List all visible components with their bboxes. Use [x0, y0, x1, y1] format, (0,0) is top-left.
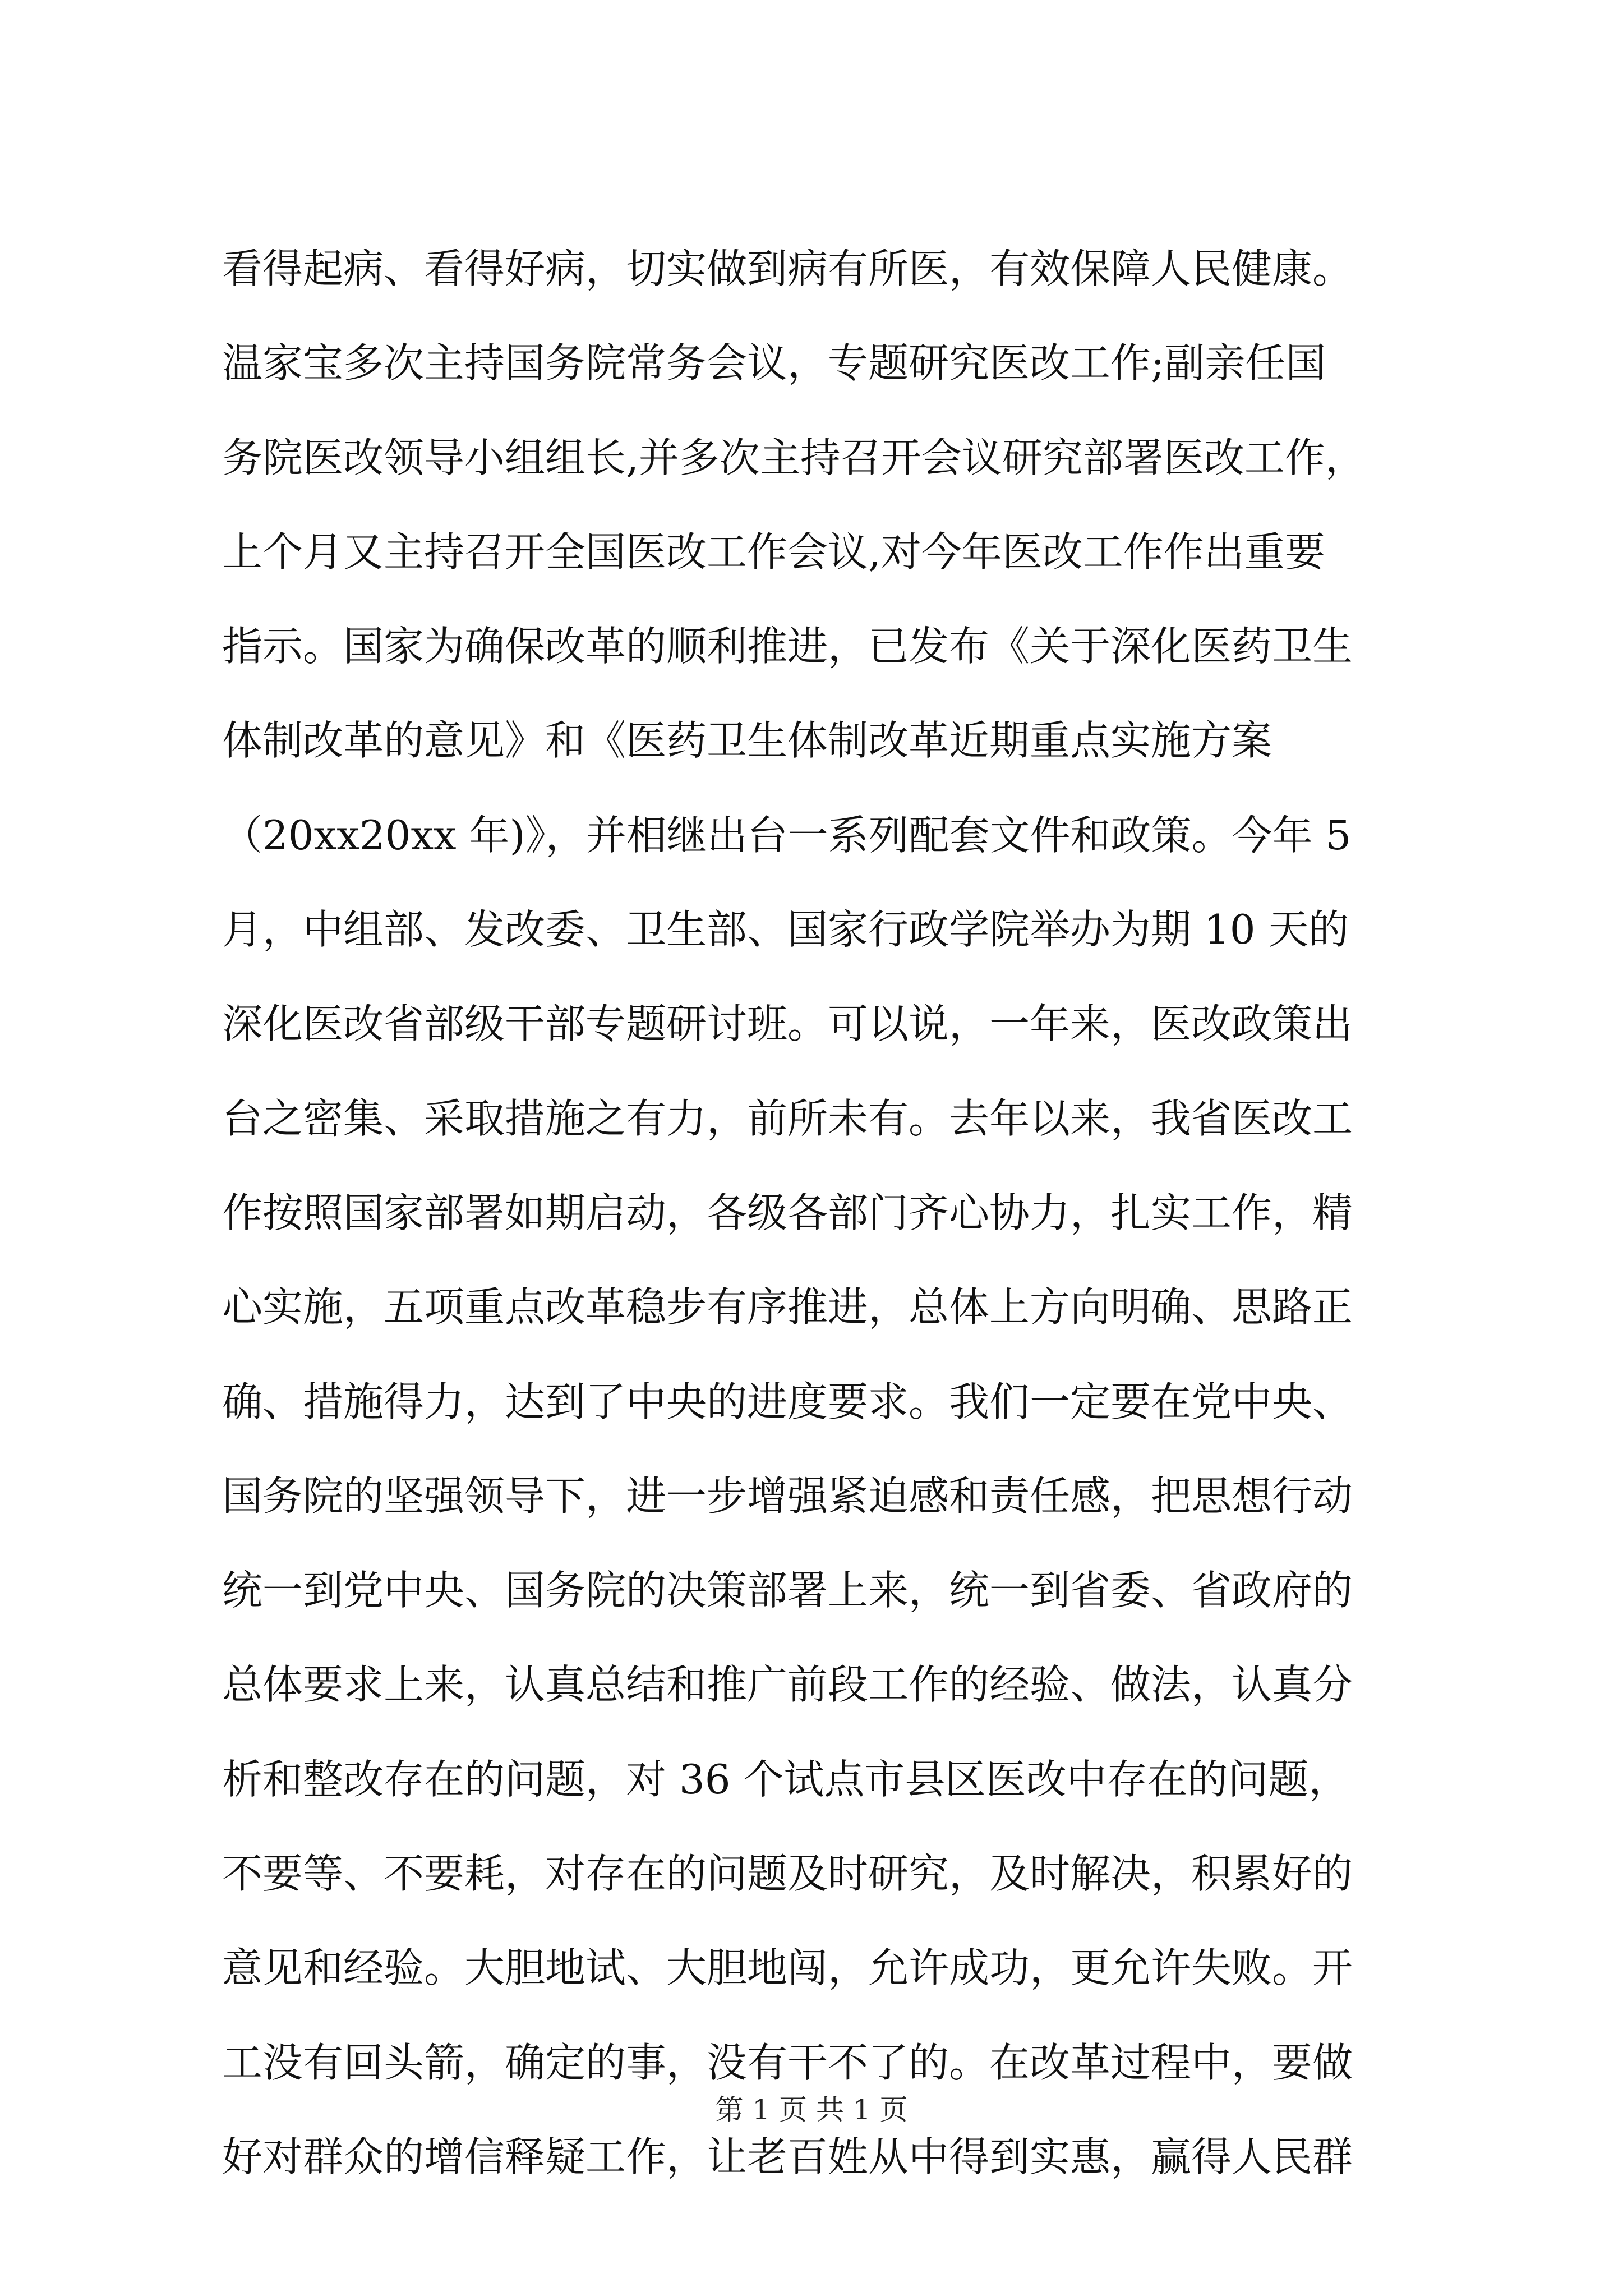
- text-line: 好对群众的增信释疑工作，让老百姓从中得到实惠，赢得人民群: [222, 2133, 1353, 2180]
- body-text: [222, 222, 1473, 2204]
- text-line: 台之密集、采取措施之有力，前所未有。去年以来，我省医改工: [222, 1094, 1353, 1142]
- text-line: 看得起病、看得好病，切实做到病有所医，有效保障人民健康。: [222, 245, 1353, 292]
- text-line: 确、措施得力，达到了中央的进度要求。我们一定要在党中央、: [222, 1378, 1353, 1425]
- text-line: 体制改革的意见》和《医药卫生体制改革近期重点实施方案: [222, 717, 1272, 765]
- text-line: 作按照国家部署如期启动，各级各部门齐心协力，扎实工作，精: [222, 1189, 1353, 1236]
- text-line: 工没有回头箭，确定的事，没有干不了的。在改革过程中，要做: [222, 2039, 1353, 2086]
- page-footer: [0, 2090, 1623, 2129]
- text-line: 总体要求上来，认真总结和推广前段工作的经验、做法，认真分: [222, 1661, 1353, 1709]
- text-line: 温家宝多次主持国务院常务会议，专题研究医改工作;副亲任国: [222, 339, 1326, 387]
- text-line: 上个月又主持召开全国医改工作会议,对今年医改工作作出重要: [222, 528, 1325, 576]
- text-line: 不要等、不要耗，对存在的问题及时研究，及时解决，积累好的: [222, 1850, 1353, 1898]
- text-line: 国务院的坚强领导下，进一步增强紧迫感和责任感，把思想行动: [222, 1472, 1353, 1520]
- text-line: 统一到党中央、国务院的决策部署上来，统一到省委、省政府的: [222, 1567, 1353, 1614]
- text-line: 析和整改存在的问题，对 36 个试点市县区医改中存在的问题，: [222, 1755, 1349, 1803]
- page-number-label: 第 1 页 共 1 页: [715, 2093, 908, 2126]
- text-line: 意见和经验。大胆地试、大胆地闯，允许成功，更允许失败。开: [222, 1944, 1353, 1992]
- text-line: 心实施，五项重点改革稳步有序推进，总体上方向明确、思路正: [222, 1283, 1353, 1331]
- text-line: （20xx20xx 年)》，并相继出台一系列配套文件和政策。今年 5: [222, 811, 1352, 859]
- text-line: 指示。国家为确保改革的顺利推进，已发布《关于深化医药卫生: [222, 623, 1353, 670]
- text-line: 务院医改领导小组组长,并多次主持召开会议研究部署医改工作，: [222, 434, 1366, 481]
- text-line: 月，中组部、发改委、卫生部、国家行政学院举办为期 10 天的: [222, 906, 1349, 954]
- text-line: 深化医改省部级干部专题研讨班。可以说，一年来，医改政策出: [222, 1000, 1353, 1048]
